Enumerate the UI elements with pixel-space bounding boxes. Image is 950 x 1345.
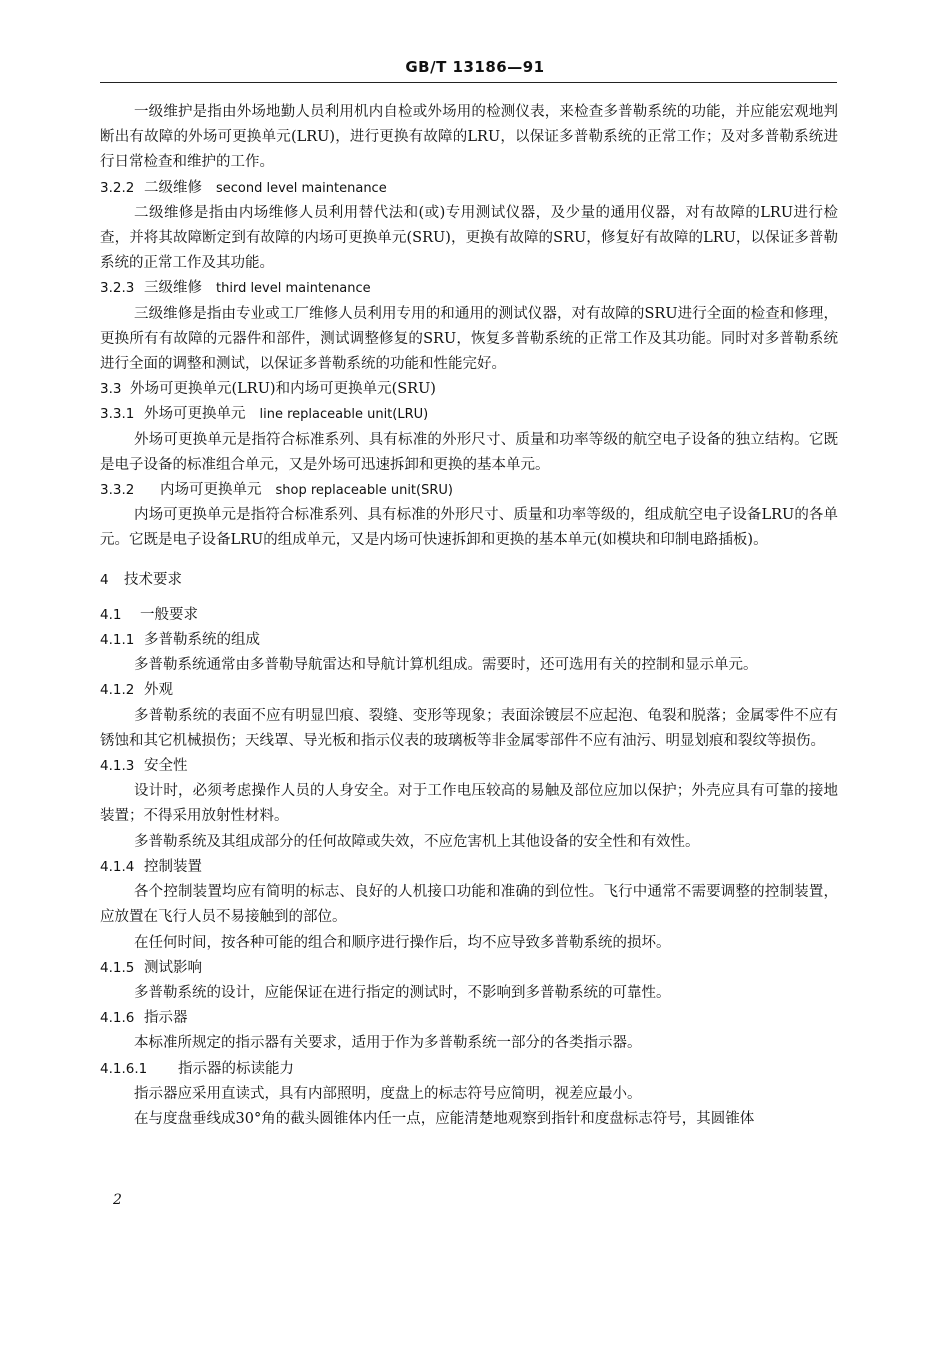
paragraph: 二级维修是指由内场维修人员利用替代法和(或)专用测试仪器，及少量的通用仪器，对有故障的LRU进行检查，并将其故障断定到有故障的内场可更换单元(SRU)，更换有故障的SRU，修复好有故障的LRU，以保证多普勒系统的正常工作及其功能。 xyxy=(100,204,838,272)
paragraph: 在任何时间，按各种可能的组合和顺序进行操作后，均不应导致多普勒系统的损坏。 xyxy=(134,934,671,951)
paragraph: 多普勒系统的设计，应能保证在进行指定的测试时，不影响到多普勒系统的可靠性。 xyxy=(134,984,671,1001)
clause-number: 4.1.6 xyxy=(100,1010,135,1027)
clause-title-cn: 三级维修 xyxy=(144,280,202,297)
clause-number: 3.3 xyxy=(100,381,122,398)
paragraph: 一级维护是指由外场地勤人员利用机内自检或外场用的检测仪表，来检查多普勒系统的功能，并应能宏观地判断出有故障的外场可更换单元(LRU)，进行更换有故障的LRU，以保证多普勒系统的正常工作；及对多普勒系统进行日常检查和维护的工作。 xyxy=(100,104,838,171)
clause-title-cn: 外场可更换单元 xyxy=(144,406,246,423)
chapter-4-heading xyxy=(100,568,838,593)
clause-title: 控制装置 xyxy=(144,858,202,875)
paragraph: 多普勒系统的表面不应有明显凹痕、裂缝、变形等现象；表面涂镀层不应起泡、龟裂和脱落；金属零件不应有锈蚀和其它机械损伤；天线罩、导光板和指示仪表的玻璃板等非金属零部件不应有油污、明显划痕和裂纹等损伤。 xyxy=(100,707,838,749)
paragraph: 外场可更换单元是指符合标准系列、具有标准的外形尺寸、质量和功率等级的航空电子设备的独立结构。它既是电子设备的标准组合单元，又是外场可迅速拆卸和更换的基本单元。 xyxy=(100,431,838,473)
clause-4-1-1-heading xyxy=(100,628,838,653)
clause-3-2-3-heading xyxy=(100,276,838,301)
paragraph: 多普勒系统通常由多普勒导航雷达和导航计算机组成。需要时，还可选用有关的控制和显示单元。 xyxy=(134,657,758,674)
paragraph: 本标准所规定的指示器有关要求，适用于作为多普勒系统一部分的各类指示器。 xyxy=(134,1035,642,1052)
page-number: 2 xyxy=(113,1192,122,1208)
clause-4-1-4-heading xyxy=(100,855,838,880)
clause-number: 4.1.3 xyxy=(100,758,135,775)
clause-4-1-6-heading xyxy=(100,1006,838,1031)
clause-number: 4.1.5 xyxy=(100,959,135,976)
clause-4-1-heading xyxy=(100,603,838,628)
clause-title-cn: 二级维修 xyxy=(144,179,202,196)
clause-number: 3.2.2 xyxy=(100,179,135,196)
page-header: GB/T 13186—91 xyxy=(405,58,545,76)
paragraph: 内场可更换单元是指符合标准系列、具有标准的外形尺寸、质量和功率等级的，组成航空电子设备LRU的各单元。它既是电子设备LRU的组成单元，又是内场可快速拆卸和更换的基本单元(如模块和印制电路插板)。 xyxy=(100,507,838,549)
clause-3-2-2-heading xyxy=(100,176,838,201)
clause-title: 指示器的标读能力 xyxy=(178,1060,294,1077)
paragraph: 各个控制装置均应有简明的标志、良好的人机接口功能和准确的到位性。飞行中通常不需要调整的控制装置，应放置在飞行人员不易接触到的部位。 xyxy=(100,884,838,926)
clause-title-en: shop replaceable unit(SRU) xyxy=(275,483,453,499)
clause-4-1-2-heading xyxy=(100,678,838,703)
clause-number: 3.3.1 xyxy=(100,406,135,423)
clause-title-en: line replaceable unit(LRU) xyxy=(259,407,429,423)
clause-number: 4.1.1 xyxy=(100,632,135,649)
clause-3-3-1-heading xyxy=(100,402,838,427)
clause-title: 一般要求 xyxy=(140,606,198,623)
clause-title: 外场可更换单元(LRU)和内场可更换单元(SRU) xyxy=(130,381,436,398)
clause-title-en: second level maintenance xyxy=(216,180,387,196)
paragraph: 在与度盘垂线成30°角的截头圆锥体内任一点，应能清楚地观察到指针和度盘标志符号，其圆锥体 xyxy=(134,1110,755,1127)
clause-3-3-heading xyxy=(100,377,838,402)
clause-number: 4.1.4 xyxy=(100,858,135,875)
clause-number: 4.1.6.1 xyxy=(100,1060,148,1077)
clause-number: 3.2.3 xyxy=(100,280,135,297)
chapter-number: 4 xyxy=(100,571,109,588)
clause-3-3-2-heading xyxy=(100,478,838,503)
paragraph: 三级维修是指由专业或工厂维修人员利用专用的和通用的测试仪器，对有故障的SRU进行全面的检查和修理，更换所有有故障的元器件和部件，测试调整修复的SRU，恢复多普勒系统的正常工作及其功能。同时对多普勒系统进行全面的调整和测试，以保证多普勒系统的功能和性能完好。 xyxy=(100,305,838,373)
clause-title: 指示器 xyxy=(144,1010,188,1027)
clause-title-cn: 内场可更换单元 xyxy=(160,482,262,499)
clause-title-en: third level maintenance xyxy=(216,281,371,297)
clause-number: 3.3.2 xyxy=(100,482,135,499)
clause-4-1-6-1-heading xyxy=(100,1057,838,1082)
clause-title: 测试影响 xyxy=(144,959,202,976)
clause-number: 4.1.2 xyxy=(100,682,135,699)
header-rule xyxy=(100,82,837,83)
paragraph: 多普勒系统及其组成部分的任何故障或失效，不应危害机上其他设备的安全性和有效性。 xyxy=(134,833,700,850)
clause-number: 4.1 xyxy=(100,606,122,623)
clause-4-1-5-heading xyxy=(100,956,838,981)
paragraph: 设计时，必须考虑操作人员的人身安全。对于工作电压较高的易触及部位应加以保护；外壳应具有可靠的接地装置；不得采用放射性材料。 xyxy=(100,783,838,825)
chapter-title: 技术要求 xyxy=(124,571,182,588)
clause-4-1-3-heading xyxy=(100,754,838,779)
clause-title: 安全性 xyxy=(144,758,188,775)
paragraph: 指示器应采用直读式，具有内部照明，度盘上的标志符号应简明，视差应最小。 xyxy=(134,1085,642,1102)
clause-title: 多普勒系统的组成 xyxy=(144,632,260,649)
document-body xyxy=(100,100,838,1132)
clause-title: 外观 xyxy=(144,682,173,699)
